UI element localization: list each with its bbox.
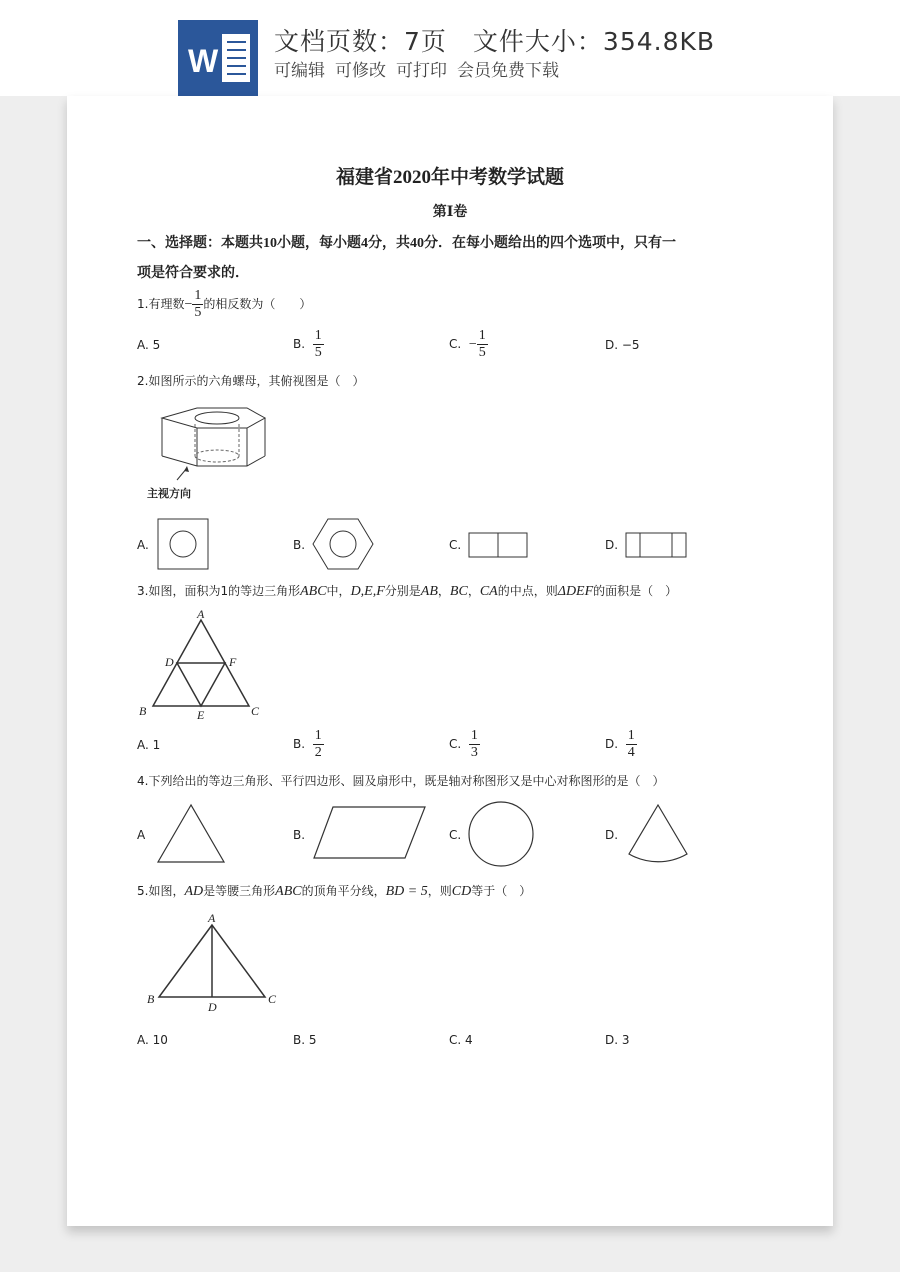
document-page [67,96,833,1226]
banner-stats [274,22,741,58]
math-abc: ABC [275,884,302,899]
equilateral-triangle-shape [157,804,225,864]
denominator: 2 [314,745,322,760]
question-3-text: 中， [326,584,351,598]
svg-text:W: W [188,43,219,79]
three-panel-rectangle-shape [625,532,687,558]
hexagon-with-circle-shape [312,518,374,570]
q5-option-d: D. 3 [605,1033,630,1047]
q4-option-c-label: C. [449,828,462,842]
q4-option-b-label: B. [293,828,306,842]
circle-shape [467,800,535,868]
square-with-circle-shape [157,518,209,570]
vertex-label-a: A [197,607,205,621]
q1-option-c [449,328,488,361]
q2-option-a-label: A. [137,538,149,552]
q5-option-a: A. 10 [137,1033,168,1047]
numerator: 1 [314,728,322,743]
minus-sign: − [184,297,193,312]
fraction [313,328,324,361]
question-5-text: ，则 [427,884,452,898]
separator: ， [437,584,450,598]
math-triangle-def: ΔDEF [557,584,594,599]
option-letter: C. [449,737,462,751]
question-3-text: 的面积是（ ） [593,584,678,598]
download-banner [0,0,900,96]
question-1-suffix: 的相反数为（ ） [203,297,312,311]
q2-option-c-label: C. [449,538,462,552]
vertex-label-d: D [208,1000,217,1014]
q5-option-c: C. 4 [449,1033,473,1047]
q4-option-d-label: D. [605,828,619,842]
question-3-text: 的中点，则 [497,584,558,598]
numerator: 1 [194,288,202,303]
math-ab: AB [420,584,438,599]
question-3-text: 3.如图，面积为1的等边三角形 [137,584,301,598]
denominator: 4 [627,745,635,760]
question-1-prefix: 1.有理数 [137,297,185,311]
word-icon [178,20,258,96]
option-letter: B. [293,737,306,751]
fraction [477,328,488,361]
q2-option-b-label: B. [293,538,306,552]
q1-option-b [293,328,324,361]
question-5-text: 是等腰三角形 [203,884,276,898]
question-5-text: 5.如图， [137,884,185,898]
numerator: 1 [478,328,486,343]
denominator: 3 [470,745,478,760]
math-abc: ABC [300,584,327,599]
question-3 [137,582,677,600]
q3-option-d [605,728,637,761]
section-heading-line1: 一、选择题：本题共10小题，每小题4分，共40分．在每小题给出的四个选项中，只有一 [137,236,676,251]
q2-option-d-label: D. [605,538,619,552]
question-5 [137,882,531,900]
feature-member-download: 会员免费下载 [457,61,559,81]
triangle-abc-figure [137,608,267,723]
file-size: 文件大小：354.8KB [472,27,716,56]
option-letter: D. [605,737,619,751]
page-count: 文档页数：7页 [274,27,447,56]
q1-option-d: D. −5 [605,338,640,352]
numerator: 1 [627,728,635,743]
vertex-label-e: E [197,708,205,722]
numerator: 1 [314,328,322,343]
q3-option-c [449,728,480,761]
question-5-text: 的顶角平分线， [301,884,386,898]
q3-option-b [293,728,324,761]
separator: ， [467,584,480,598]
denominator: 5 [314,345,322,360]
math-bc: BC [449,584,468,599]
feature-printable: 可打印 [396,61,447,81]
page-title: 福建省2020年中考数学试题 [335,167,564,188]
question-2: 2.如图所示的六角螺母，其俯视图是（ ） [137,374,365,388]
isosceles-triangle-figure [145,911,285,1016]
page-subtitle: 第Ⅰ卷 [432,205,468,220]
minus-sign: − [468,337,477,352]
vertex-label-b: B [139,704,147,718]
parallelogram-shape [313,806,427,860]
fraction [313,728,324,761]
q3-option-a: A. 1 [137,738,161,752]
fraction [626,728,637,761]
feature-modifiable: 可修改 [335,61,386,81]
vertex-label-b: B [147,992,155,1006]
math-ad: AD [184,884,204,899]
math-def: D,E,F [350,584,385,599]
question-1 [137,288,311,321]
question-4: 4.下列给出的等边三角形、平行四边形、圆及扇形中，既是轴对称图形又是中心对称图形的是（ ） [137,774,665,788]
question-3-text: 分别是 [384,584,421,598]
numerator: 1 [470,728,478,743]
option-letter: C. [449,337,462,351]
q1-option-a: A. 5 [137,338,161,352]
vertex-label-c: C [251,704,260,718]
fraction [469,728,480,761]
math-ca: CA [479,584,498,599]
denominator: 5 [194,305,202,320]
fraction [192,288,203,321]
feature-editable: 可编辑 [274,61,325,81]
view-direction-caption: 主视方向 [147,487,191,500]
denominator: 5 [478,345,486,360]
q4-option-a-label: A [137,828,146,842]
sector-shape [625,804,691,866]
banner-features [274,56,569,81]
question-5-text: 等于（ ） [471,884,532,898]
vertex-label-a: A [208,911,216,925]
two-panel-rectangle-shape [468,532,528,558]
section-heading-line2: 项是符合要求的． [137,266,249,281]
math-cd: CD [451,884,472,899]
math-bd-equation: BD = 5 [385,884,428,899]
q5-option-b: B. 5 [293,1033,317,1047]
vertex-label-f: F [229,655,237,669]
vertex-label-c: C [268,992,277,1006]
vertex-label-d: D [165,655,174,669]
option-letter: B. [293,337,306,351]
